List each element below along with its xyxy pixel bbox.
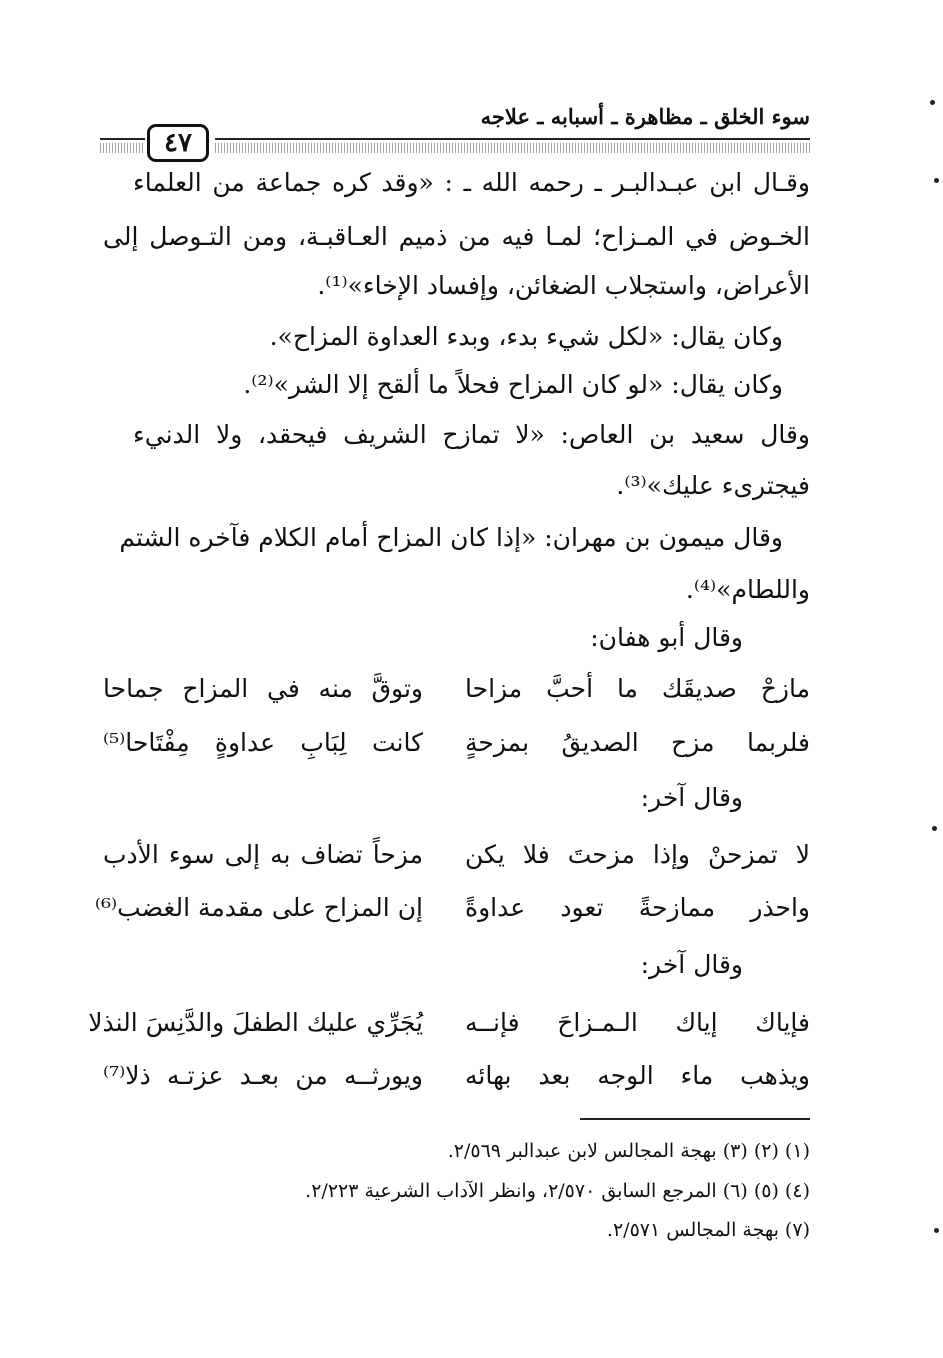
verse-intro: وقال أبو هفان: — [590, 623, 743, 652]
verse-hemistich-second: يُجَرِّي عليك الطفلَ والدَّنِسَ النذلا — [88, 1008, 423, 1037]
verse-hemistich-first: مازحْ صديقَك ما أحبَّ مزاحا — [465, 674, 810, 703]
verse-hemistich-second: إن المزاح على مقدمة الغضب⁽⁶⁾ — [94, 893, 423, 922]
verse-row — [103, 1061, 810, 1115]
verse-row — [94, 893, 810, 947]
verse-intro: وقال آخر: — [640, 950, 743, 979]
text-line: الأعراض، واستجلاب الضغائن، وإفساد الإخاء»⁽¹⁾. — [317, 271, 810, 300]
header-rule-left — [100, 138, 145, 140]
verse-hemistich-first: ويذهب ماء الوجه بعد بهائه — [465, 1061, 810, 1090]
scan-speck — [934, 178, 939, 183]
footnote: (٧) بهجة المجالس ٢/٥٧١. — [606, 1219, 810, 1241]
footnote: (١) (٢) (٣) بهجة المجالس لابن عبدالبر ٢/٥٦٩. — [447, 1140, 810, 1162]
text-line: وقـال ابن عبـدالبـر ـ رحمه الله ـ : «وقد كره جماعة من العلماء — [133, 168, 810, 197]
verse-row — [103, 728, 810, 782]
text-line: واللطام»⁽⁴⁾. — [685, 575, 810, 604]
text-line: وقال سعيد بن العاص: «لا تمازح الشريف فيحقد، ولا الدنيء — [133, 420, 810, 449]
page-number: ٤٧ — [147, 124, 209, 162]
running-title: سوء الخلق ـ مظاهرة ـ أسبابه ـ علاجه — [480, 104, 810, 129]
verse-hemistich-second: وتوقَّ منه في المزاح جماحا — [103, 674, 423, 703]
verse-hemistich-first: فإياك إياك الـمـزاحَ فإنــه — [465, 1008, 810, 1037]
verse-hemistich-second: ويورثــه من بعـد عزتـه ذلا⁽⁷⁾ — [103, 1061, 423, 1090]
footnote-rule — [580, 1118, 810, 1120]
text-line: فيجترىء عليك»⁽³⁾. — [616, 471, 810, 500]
scan-speck — [934, 1228, 939, 1233]
verse-hemistich-first: لا تمزحنْ وإذا مزحتَ فلا يكن — [465, 840, 810, 869]
scan-speck — [930, 100, 935, 105]
verse-row — [103, 674, 810, 728]
text-line: وكان يقال: «لو كان المزاح فحلاً ما ألقح إلا الشر»⁽²⁾. — [243, 370, 783, 399]
header-rule — [215, 138, 810, 140]
verse-intro: وقال آخر: — [640, 783, 743, 812]
text-line: وقال ميمون بن مهران: «إذا كان المزاح أمام الكلام فآخره الشتم — [119, 523, 783, 552]
scan-speck — [932, 826, 937, 831]
verse-row — [103, 840, 810, 894]
verse-hemistich-second: مزحاً تضاف به إلى سوء الأدب — [103, 840, 423, 869]
verse-hemistich-first: فلربما مزح الصديقُ بمزحةٍ — [465, 728, 810, 757]
header-dotted-rule — [215, 143, 810, 153]
text-line: وكان يقال: «لكل شيء بدء، وبدء العداوة المزاح». — [269, 322, 783, 351]
header-dotted-rule-left — [100, 143, 145, 153]
text-line: الخـوض في المـزاح؛ لمـا فيه من ذميم العـاقبـة، ومن التـوصل إلى — [103, 222, 810, 251]
verse-row — [88, 1008, 810, 1062]
footnote: (٤) (٥) (٦) المرجع السابق ٢/٥٧٠، وانظر الآداب الشرعية ٢/٢٢٣. — [305, 1180, 810, 1202]
verse-hemistich-first: واحذر ممازحةً تعود عداوةً — [465, 893, 810, 922]
verse-hemistich-second: كانت لِبَابِ عداوةٍ مِفْتَاحا⁽⁵⁾ — [103, 728, 423, 757]
